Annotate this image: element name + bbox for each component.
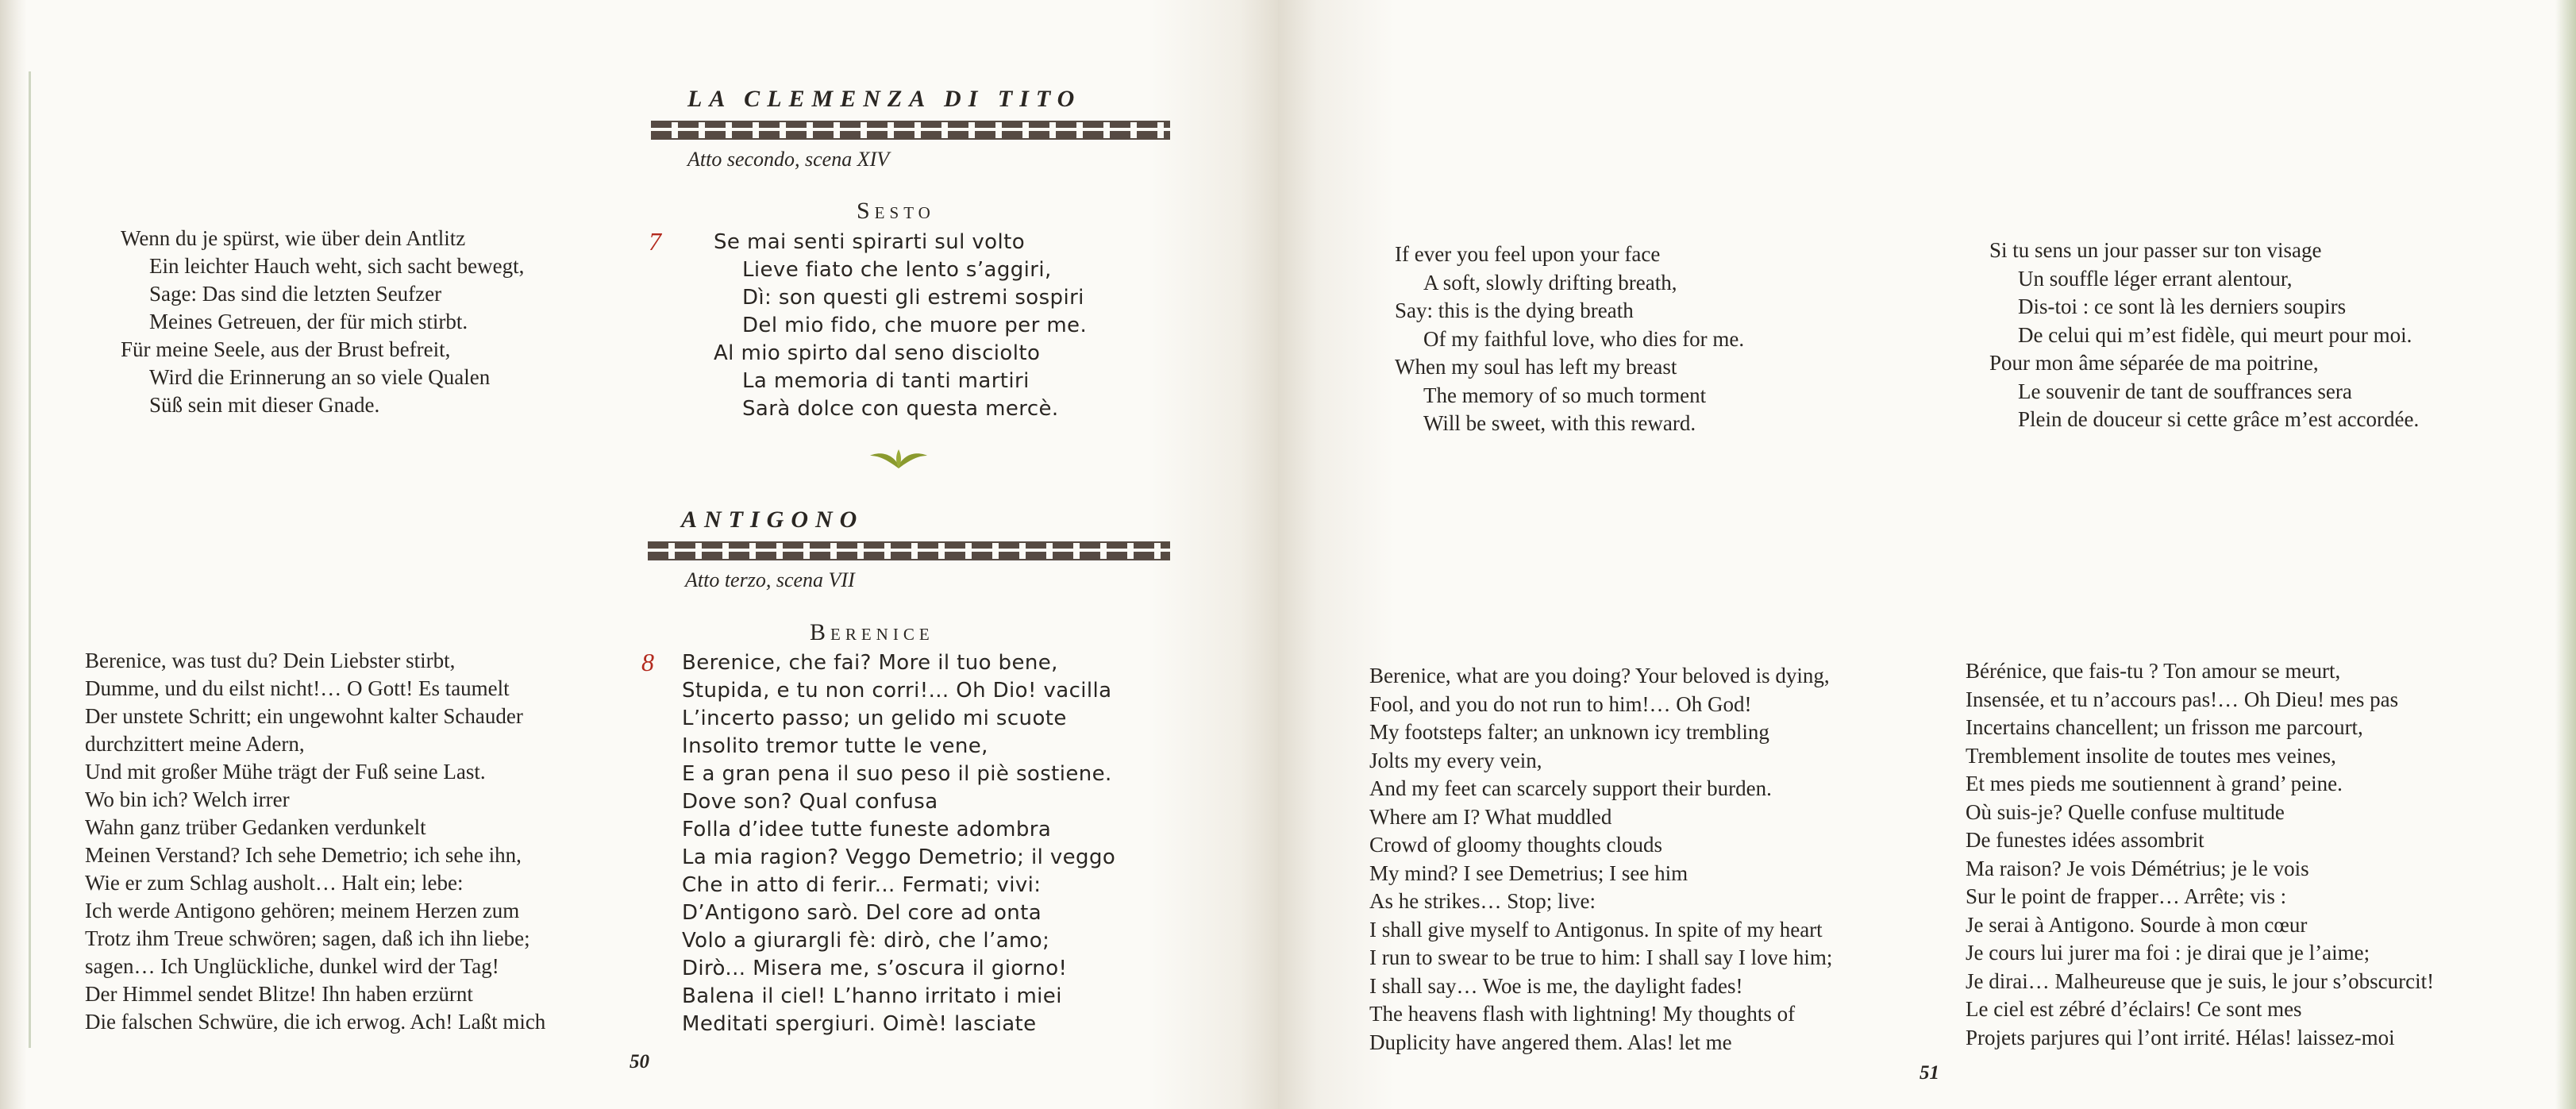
verse-line: Bérénice, que fais-tu ? Ton amour se meurt, xyxy=(1966,659,2341,683)
verse-line: Of my faithful love, who dies for me. xyxy=(1423,326,1745,351)
verse-line: durchzittert meine Adern, xyxy=(85,732,305,756)
scene-heading-1: Atto secondo, scena XIV xyxy=(687,148,890,171)
verse-line: Meines Getreuen, der für mich stirbt. xyxy=(149,310,468,333)
verse-line: The heavens flash with lightning! My thoughts of xyxy=(1369,1002,1796,1026)
verse-line: Jolts my every vein, xyxy=(1369,748,1542,772)
verse-line: D’Antigono sarò. Del core ad onta xyxy=(682,901,1042,925)
german-translation-1 xyxy=(121,225,524,419)
verse-line: Für meine Seele, aus der Brust befreit, xyxy=(121,337,451,361)
verse-line: If ever you feel upon your face xyxy=(1395,242,1661,266)
verse-line: As he strikes… Stop; live: xyxy=(1369,889,1596,913)
page-edge-right xyxy=(2555,0,2576,1109)
verse-line: Volo a giurargli fè: dirò, che l’amo; xyxy=(682,929,1050,953)
verse-line: Meditati spergiuri. Oimè! lasciate xyxy=(682,1012,1037,1036)
verse-line: Le souvenir de tant de souffrances sera xyxy=(2018,379,2352,403)
verse-line: Süß sein mit dieser Gnade. xyxy=(149,393,380,417)
verse-line: sagen… Ich Unglückliche, dunkel wird der Tag! xyxy=(85,954,499,978)
verse-line: Se mai senti spirarti sul volto xyxy=(714,230,1026,254)
ornamental-rule-1 xyxy=(651,121,1170,140)
verse-line: Ma raison? Je vois Démétrius; je le vois xyxy=(1966,856,2309,880)
verse-line: Und mit großer Mühe trägt der Fuß seine Last. xyxy=(85,760,486,784)
french-translation-1 xyxy=(1989,237,2419,434)
verse-line: Projets parjures qui l’ont irrité. Hélas! laissez-moi xyxy=(1966,1025,2395,1049)
verse-line: A soft, slowly drifting breath, xyxy=(1423,270,1677,295)
verse-line: My mind? I see Demetrius; I see him xyxy=(1369,861,1688,885)
verse-line: Berenice, che fai? More il tuo bene, xyxy=(682,651,1058,675)
verse-line: Tremblement insolite de toutes mes veines, xyxy=(1966,743,2336,768)
verse-line: My footsteps falter; an unknown icy trembling xyxy=(1369,720,1769,744)
verse-line: Incertains chancellent; un frisson me parcourt, xyxy=(1966,715,2363,739)
aria-number-8: 8 xyxy=(641,648,654,676)
verse-line: I shall say… Woe is me, the daylight fades! xyxy=(1369,973,1743,998)
page-edge-line xyxy=(29,71,31,1048)
verse-line: Si tu sens un jour passer sur ton visage xyxy=(1989,238,2322,262)
verse-line: Insensée, et tu n’accours pas!… Oh Dieu! mes pas xyxy=(1966,687,2399,711)
page-edge-left xyxy=(0,0,27,1109)
verse-line: Dì: son questi gli estremi sospiri xyxy=(742,286,1084,310)
verse-line: Le ciel est zébré d’éclairs! Ce sont mes xyxy=(1966,997,2302,1021)
verse-line: Je cours lui jurer ma foi : je dirai que je l’aime; xyxy=(1966,941,2370,965)
verse-line: Al mio spirto dal seno disciolto xyxy=(714,341,1041,365)
verse-line: Wo bin ich? Welch irrer xyxy=(85,787,290,811)
verse-line: Berenice, was tust du? Dein Liebster stirbt, xyxy=(85,649,456,672)
verse-line: Ein leichter Hauch weht, sich sacht bewegt, xyxy=(149,254,525,278)
verse-line: Je dirai… Malheureuse que je suis, le jour s’obscurcit! xyxy=(1966,968,2435,993)
opera-title-antigono: ANTIGONO xyxy=(681,506,864,533)
verse-line: Pour mon âme séparée de ma poitrine, xyxy=(1989,351,2319,375)
verse-line: Sur le point de frapper… Arrête; vis : xyxy=(1966,884,2287,908)
verse-line: Wie er zum Schlag ausholt… Halt ein; lebe: xyxy=(85,871,464,895)
verse-line: Der unstete Schritt; ein ungewohnt kalter Schauder xyxy=(85,704,523,728)
verse-line: Dis-toi : ce sont là les derniers soupirs xyxy=(2018,295,2347,318)
page-number-left: 50 xyxy=(630,1051,649,1072)
verse-line: Berenice, what are you doing? Your beloved is dying, xyxy=(1369,664,1830,687)
verse-line: Je serai à Antigono. Sourde à mon cœur xyxy=(1966,912,2308,937)
verse-line: Sarà dolce con questa mercè. xyxy=(742,397,1059,421)
verse-line: Lieve fiato che lento s’aggiri, xyxy=(742,258,1052,282)
verse-line: Où suis-je? Quelle confuse multitude xyxy=(1966,799,2285,824)
right-page xyxy=(1278,0,2576,1109)
verse-line: La memoria di tanti martiri xyxy=(742,369,1030,393)
scene-heading-2: Atto terzo, scena VII xyxy=(685,568,855,591)
italian-text-1 xyxy=(714,229,1087,423)
verse-line: Ich werde Antigono gehören; meinem Herzen zum xyxy=(85,899,520,922)
character-berenice: Berenice xyxy=(810,619,934,645)
verse-line: Folla d’idee tutte funeste adombra xyxy=(682,818,1052,841)
page-number-right: 51 xyxy=(1919,1062,1939,1084)
verse-line: De celui qui m’est fidèle, qui meurt pour moi. xyxy=(2018,322,2412,347)
verse-line: The memory of so much torment xyxy=(1423,383,1707,407)
verse-line: Where am I? What muddled xyxy=(1369,804,1612,829)
verse-line: L’incerto passo; un gelido mi scuote xyxy=(682,707,1067,730)
verse-line: Say: this is the dying breath xyxy=(1395,298,1634,322)
verse-line: Un souffle léger errant alentour, xyxy=(2018,266,2293,291)
verse-line: Wird die Erinnerung an so viele Qualen xyxy=(149,365,491,389)
verse-line: Meinen Verstand? Ich sehe Demetrio; ich sehe ihn, xyxy=(85,843,522,867)
verse-line: Dove son? Qual confusa xyxy=(682,790,938,814)
character-sesto: Sesto xyxy=(857,198,935,224)
verse-line: And my feet can scarcely support their burden. xyxy=(1369,776,1772,800)
verse-line: De funestes idées assombrit xyxy=(1966,828,2204,852)
verse-line: Trotz ihm Treue schwören; sagen, daß ich ihn liebe; xyxy=(85,926,530,950)
verse-line: Wahn ganz trüber Gedanken verdunkelt xyxy=(85,815,426,839)
verse-line: Der Himmel sendet Blitze! Ihn haben erzürnt xyxy=(85,982,473,1006)
italian-text-2 xyxy=(682,649,1115,1038)
verse-line: Stupida, e tu non corri!... Oh Dio! vacilla xyxy=(682,679,1112,703)
verse-line: Balena il ciel! L’hanno irritato i miei xyxy=(682,984,1062,1008)
verse-line: Crowd of gloomy thoughts clouds xyxy=(1369,833,1662,857)
aria-number-7: 7 xyxy=(649,227,661,256)
verse-line: Duplicity have angered them. Alas! let me xyxy=(1369,1030,1732,1054)
verse-line: Fool, and you do not run to him!… Oh God! xyxy=(1369,691,1752,716)
opera-title-clemenza: LA CLEMENZA DI TITO xyxy=(687,86,1082,112)
verse-line: Wenn du je spürst, wie über dein Antlitz xyxy=(121,226,466,250)
english-translation-2 xyxy=(1369,662,1832,1057)
verse-line: Che in atto di ferir... Fermati; vivi: xyxy=(682,873,1042,897)
verse-line: Will be sweet, with this reward. xyxy=(1423,411,1696,435)
verse-line: Plein de douceur si cette grâce m’est accordée. xyxy=(2018,407,2420,431)
verse-line: Dirò... Misera me, s’oscura il giorno! xyxy=(682,957,1068,980)
verse-line: Dumme, und du eilst nicht!… O Gott! Es taumelt xyxy=(85,676,510,700)
verse-line: Die falschen Schwüre, die ich erwog. Ach! Laßt mich xyxy=(85,1010,546,1034)
verse-line: La mia ragion? Veggo Demetrio; il veggo xyxy=(682,845,1116,869)
french-translation-2 xyxy=(1966,657,2434,1052)
ornamental-rule-2 xyxy=(648,541,1170,560)
german-translation-2 xyxy=(85,647,545,1036)
verse-line: Del mio fido, che muore per me. xyxy=(742,314,1088,337)
english-translation-1 xyxy=(1395,241,1744,438)
verse-line: E a gran pena il suo peso il piè sostiene. xyxy=(682,762,1112,786)
verse-line: Et mes pieds me soutiennent à grand’ peine. xyxy=(1966,772,2343,795)
verse-line: When my soul has left my breast xyxy=(1395,355,1677,379)
verse-line: I run to swear to be true to him: I shall say I love him; xyxy=(1369,945,1833,969)
verse-line: I shall give myself to Antigonus. In spite of my heart xyxy=(1369,917,1823,941)
verse-line: Sage: Das sind die letzten Seufzer xyxy=(149,282,442,306)
verse-line: Insolito tremor tutte le vene, xyxy=(682,734,988,758)
fleuron-ornament xyxy=(867,445,930,472)
left-page xyxy=(0,0,1278,1109)
